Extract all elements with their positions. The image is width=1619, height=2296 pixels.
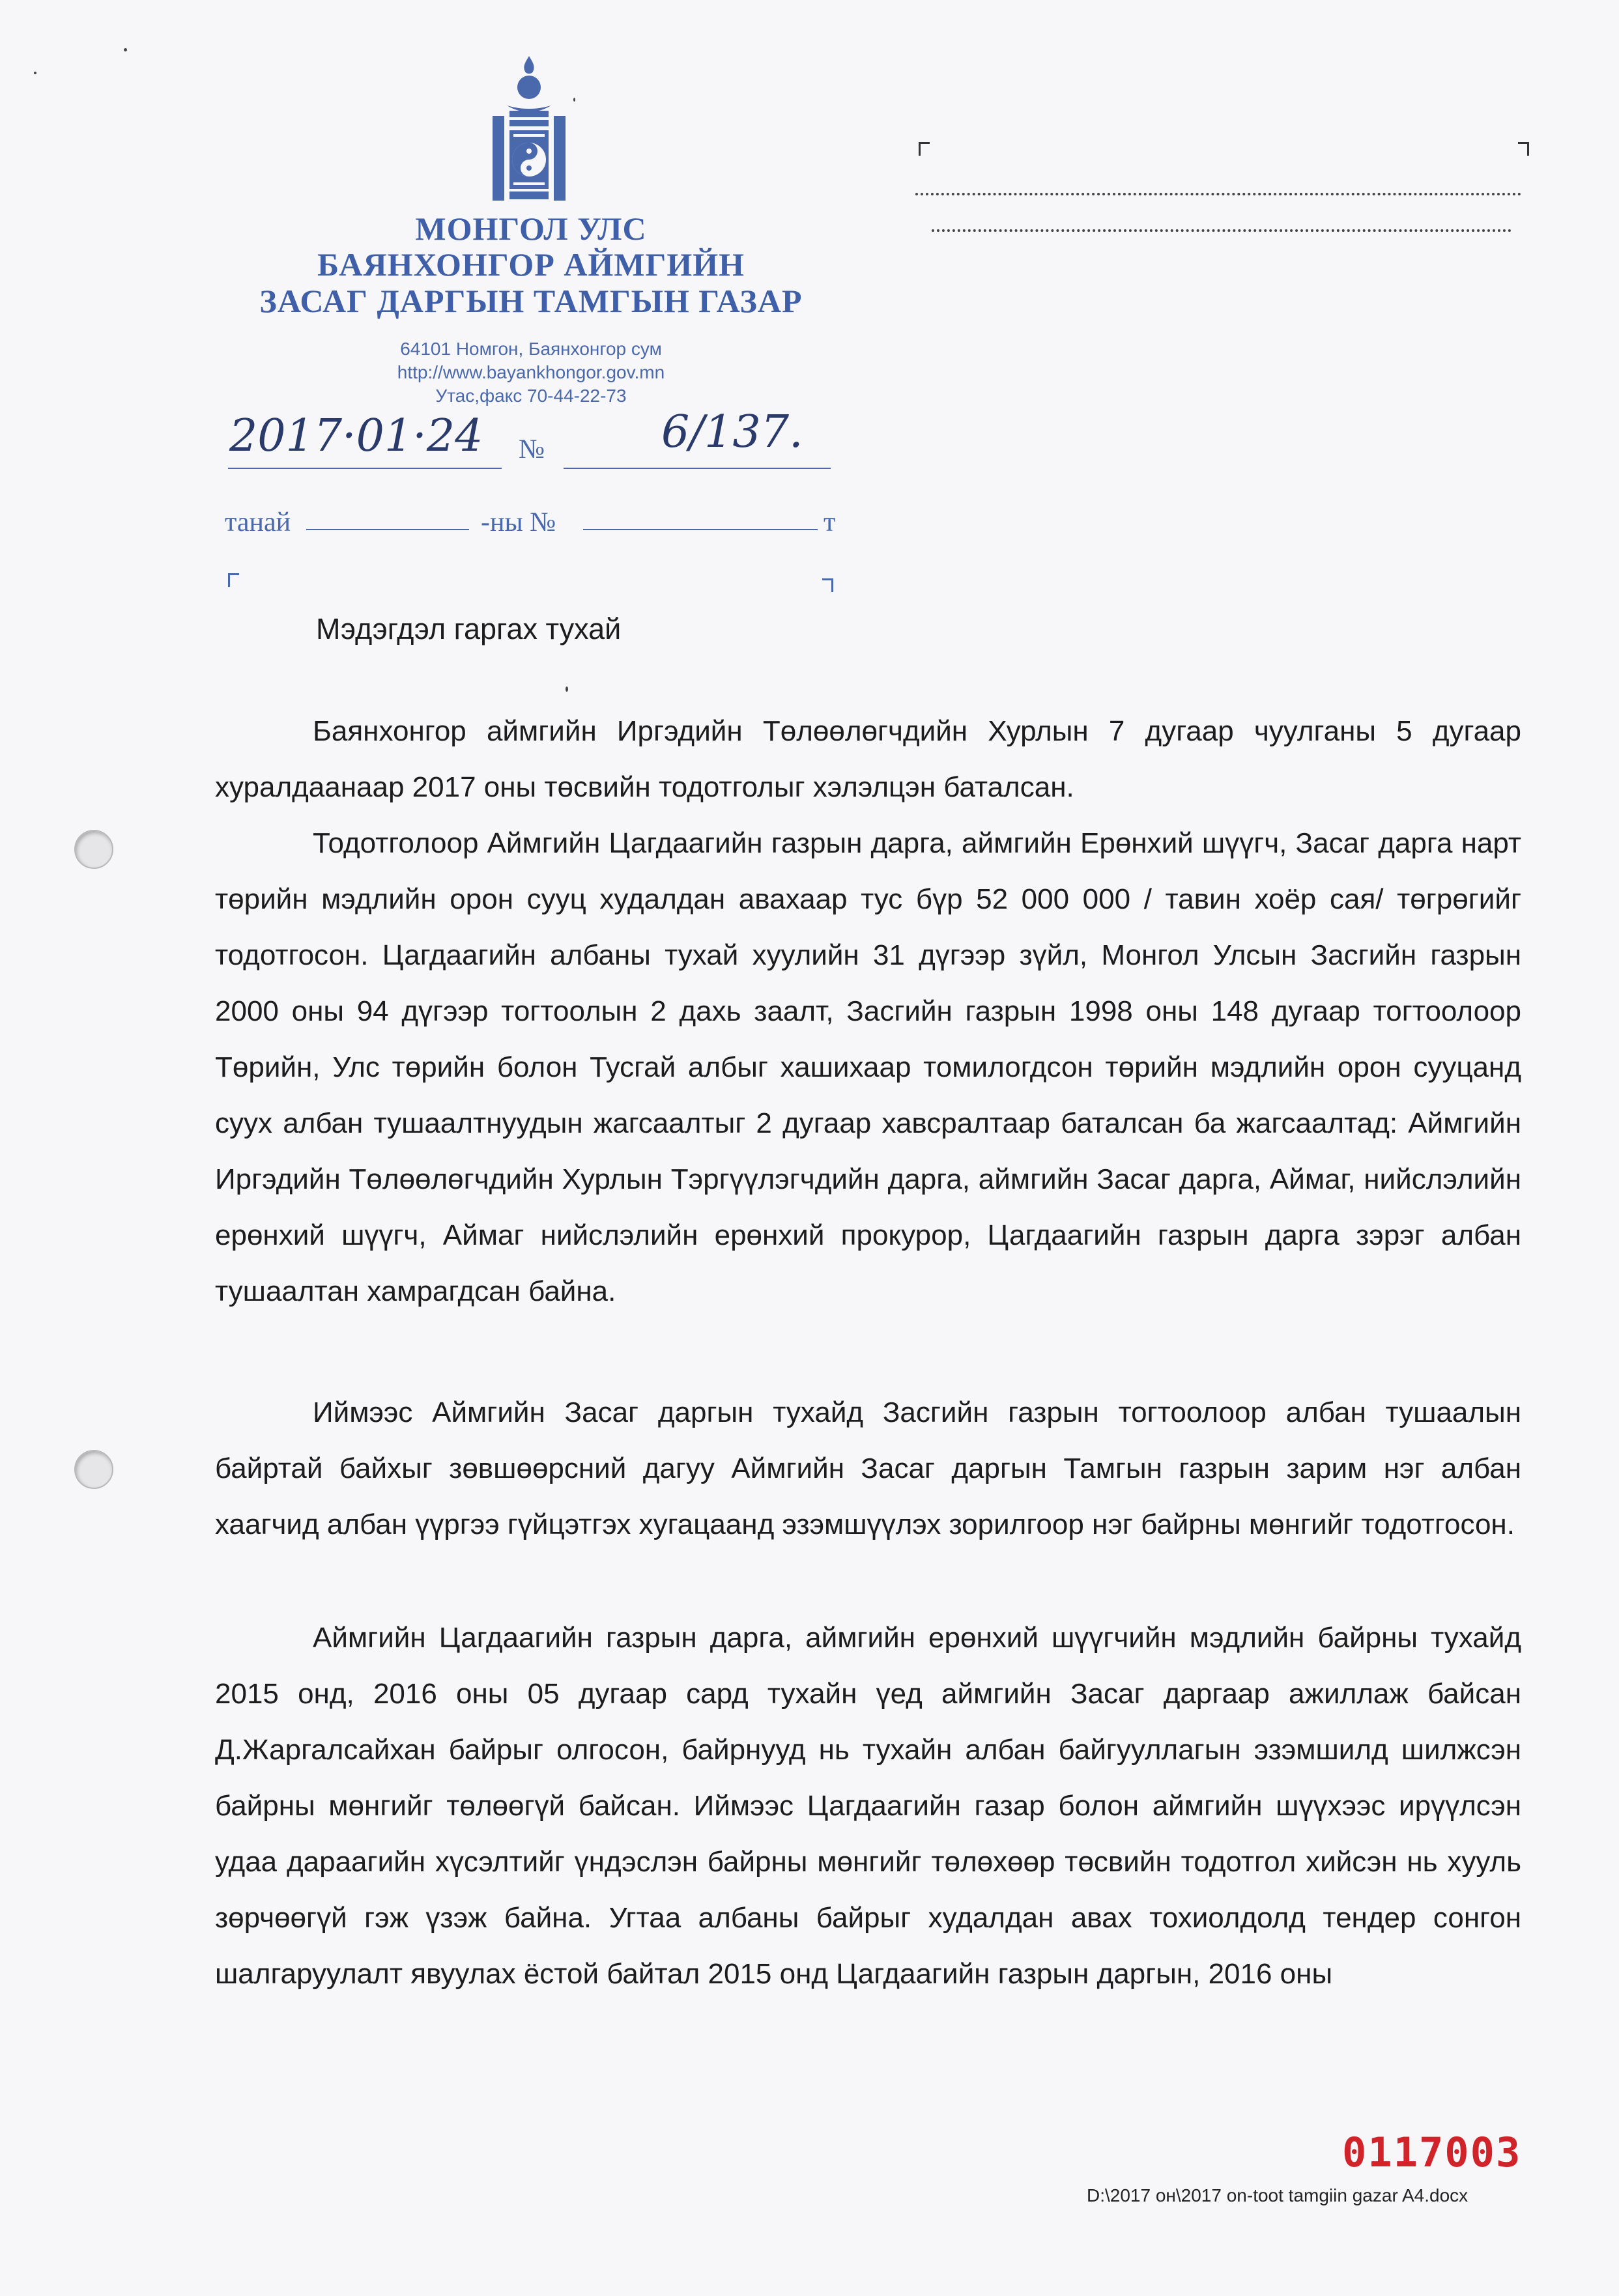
letterhead-country: МОНГОЛ УЛС — [415, 210, 647, 247]
letterhead-office: ЗАСАГ ДАРГЫН ТАМГЫН ГАЗАР — [259, 283, 803, 319]
addressee-corner-left — [919, 142, 930, 156]
number-line — [564, 468, 831, 469]
reference-suffix: т — [824, 507, 836, 537]
number-label: № — [519, 434, 545, 464]
scan-speck — [566, 687, 568, 692]
file-path: D:\2017 он\2017 on-toot tamgiin gazar A4.docx — [1087, 2185, 1469, 2205]
letter-date: 2017·01·24 — [229, 410, 483, 462]
letterhead-website: http://www.bayankhongor.gov.mn — [397, 362, 665, 382]
date-line — [228, 468, 502, 469]
letter-number: 6/137. — [661, 406, 803, 458]
subject-corner-left — [228, 573, 239, 587]
addressee-corner-right — [1518, 142, 1529, 156]
scan-speck — [34, 72, 36, 74]
punch-hole-top — [74, 830, 113, 869]
body-paragraph-3: Иймээс Аймгийн Засаг даргын тухайд Засгийн газрын тогтоолоор албан тушаалын байртай байхыг зөвшөөрсний дагуу Аймгийн Засаг даргын Тамгын газрын зарим нэг албан хаагчид албан үүргээ гүйцэтгэх хугацаанд эзэмшүүлэх зорилгоор нэг байрны мөнгийг тодотгосон. — [215, 1396, 1521, 1540]
reference-middle: -ны № — [481, 507, 556, 537]
body-paragraph-1: Баянхонгор аймгийн Иргэдийн Төлөөлөгчдийн Хурлын 7 дугаар чуулганы 5 дугаар хуралдаанаар 2017 оны төсвийн тодотголыг хэлэлцэн баталсан. — [215, 715, 1521, 803]
letter-subject: Мэдэгдэл гаргах тухай — [316, 612, 622, 645]
reference-line-1 — [306, 529, 469, 530]
punch-hole-bottom — [74, 1450, 113, 1489]
reference-prefix: танай — [225, 507, 291, 537]
addressee-line-1 — [915, 193, 1521, 195]
state-emblem-icon — [487, 56, 571, 206]
subject-corner-right — [822, 578, 833, 592]
registration-stamp: 0117003 — [1342, 2129, 1522, 2176]
letterhead-province: БАЯНХОНГОР АЙМГИЙН — [317, 246, 745, 283]
reference-line-2 — [583, 529, 818, 530]
body-paragraph-2: Тодотголоор Аймгийн Цагдаагийн газрын дарга, аймгийн Ерөнхий шүүгч, Засаг дарга нарт төрийн мэдлийн орон сууц худалдан авахаар тус бүр 52 000 000 / тавин хоёр сая/ төгрөгийг тодотгосон. Цагдаагийн албаны тухай хуулийн 31 дүгээр зүйл, Монгол Улсын Засгийн газрын 2000 оны 94 дүгээр тогтоолын 2 дахь заалт, Засгийн газрын 1998 оны 148 дугаар тогтоолоор Төрийн, Улс төрийн болон Тусгай албыг хашихаар томилогдсон төрийн мэдлийн орон сууцанд суух албан тушаалтнуудын жагсаалтыг 2 дугаар хавсралтаар баталсан ба жагсаалтад: Аймгийн Иргэдийн Төлөөлөгчдийн Хурлын Тэргүүлэгчдийн дарга, аймгийн Засаг дарга, Аймаг, нийслэлийн ерөнхий шүүгч, Аймаг нийслэлийн ерөнхий прокурор, Цагдаагийн газрын дарга зэрэг албан тушаалтан хамрагдсан байна. — [215, 827, 1521, 1307]
letterhead-phone: Утас,факс 70-44-22-73 — [435, 386, 627, 406]
body-paragraph-4: Аймгийн Цагдаагийн газрын дарга, аймгийн ерөнхий шүүгчийн мэдлийн байрны тухайд 2015 онд, 2016 оны 05 дугаар сард тухайн үед аймгийн Засаг даргаар ажиллаж байсан Д.Жаргалсайхан байрыг олгосон, байрнууд нь тухайн албан байгууллагын эзэмшилд шилжсэн байрны мөнгийг төлөөгүй байсан. Иймээс Цагдаагийн газар болон аймгийн шүүхээс ирүүлсэн удаа дараагийн хүсэлтийг үндэслэн байрны мөнгийг төлөхөөр төсвийн тодотгол хийсэн нь хууль зөрчөөгүй гэж үзэж байна. Угтаа албаны байрыг худалдан авах тохиолдолд тендер сонгон шалгаруулалт явуулах ёстой байтал 2015 онд Цагдаагийн газрын даргын, 2016 оны — [215, 1622, 1521, 1990]
scan-speck — [573, 98, 575, 102]
letterhead-address: 64101 Номгон, Баянхонгор сум — [400, 339, 662, 359]
addressee-line-2 — [932, 229, 1512, 232]
scan-speck — [124, 48, 127, 51]
